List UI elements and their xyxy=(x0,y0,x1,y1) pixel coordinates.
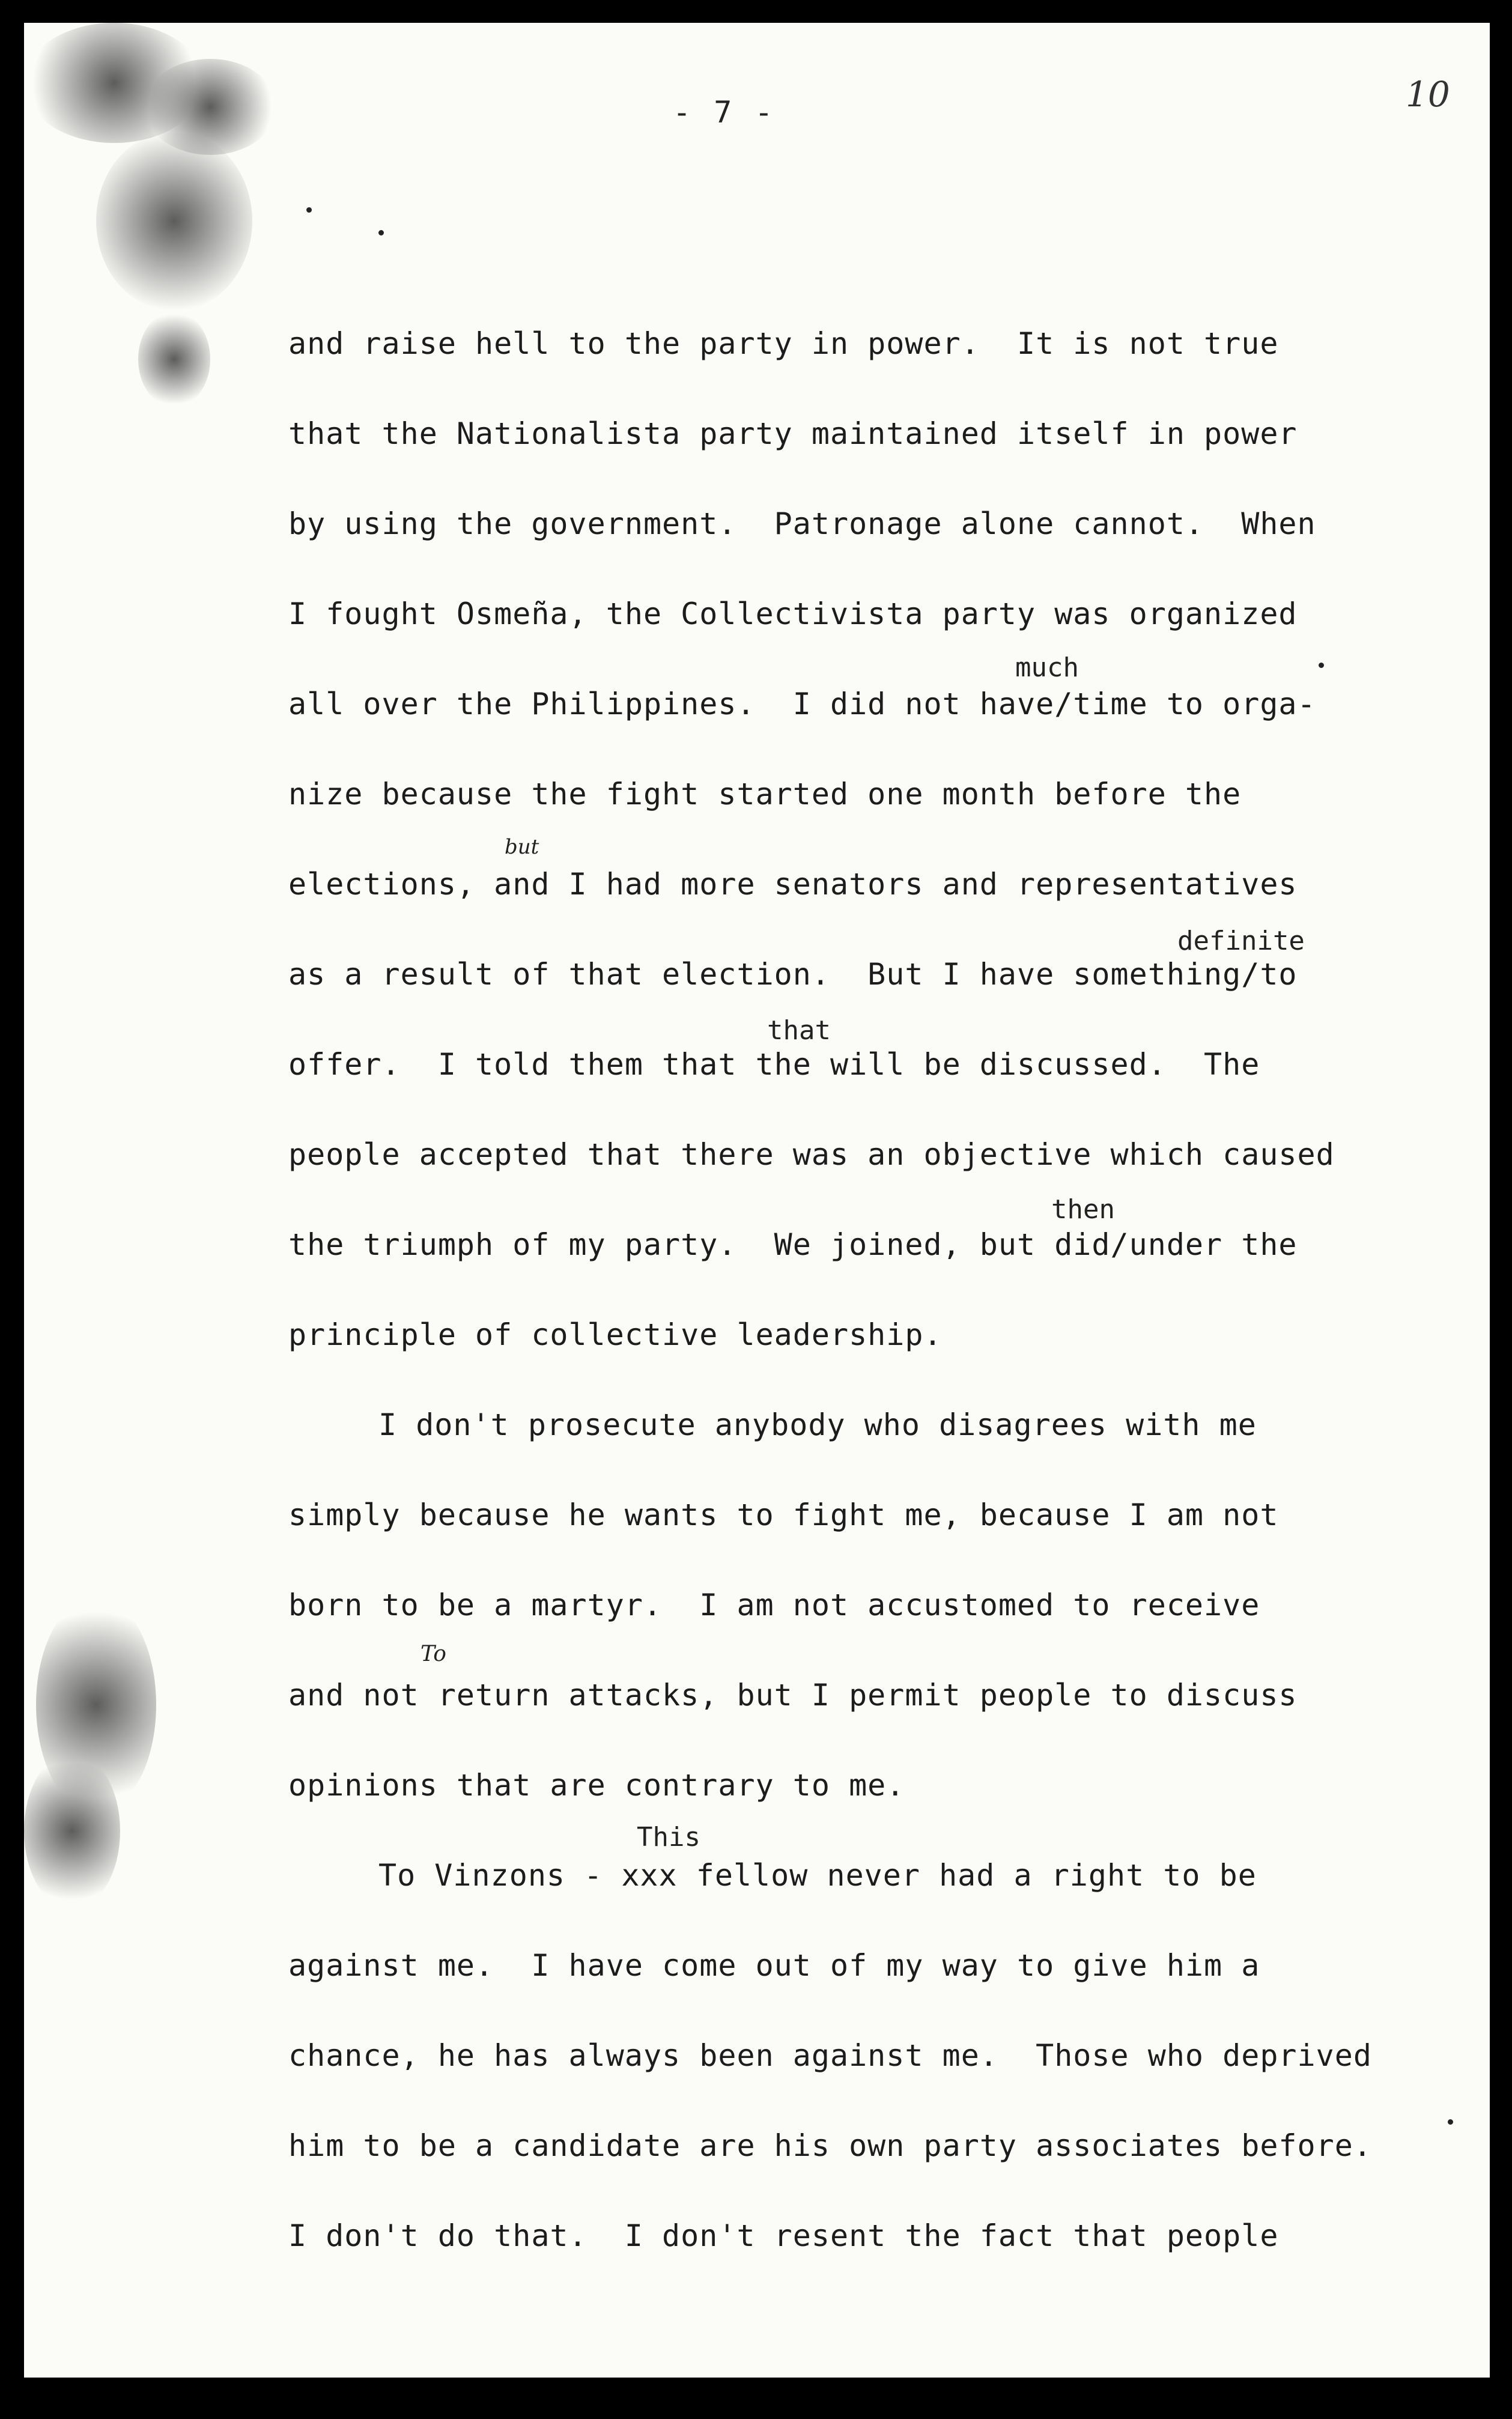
body-line: simply because he wants to fight me, because I am not xyxy=(288,1498,1279,1532)
body-line: principle of collective leadership. xyxy=(288,1317,943,1352)
body-line: and raise hell to the party in power. It is not true xyxy=(288,326,1279,361)
body-line: offer. I told them that the will be discussed. The xyxy=(288,1047,1260,1082)
body-line: I don't prosecute anybody who disagrees with me xyxy=(378,1407,1257,1442)
body-line: him to be a candidate are his own party associates before. xyxy=(288,2128,1372,2163)
body-line: To Vinzons - xxx fellow never had a right to be xyxy=(378,1858,1257,1893)
insertion-to: To xyxy=(421,1642,446,1666)
insertion-that: that xyxy=(767,1015,831,1046)
body-line: the triumph of my party. We joined, but did/under the xyxy=(288,1227,1298,1262)
body-line: nize because the fight started one month before the xyxy=(288,777,1242,812)
ink-speck xyxy=(1448,2119,1453,2125)
body-line: that the Nationalista party maintained itself in power xyxy=(288,416,1298,451)
ink-smudge xyxy=(144,59,276,155)
body-line: as a result of that election. But I have something/to xyxy=(288,957,1298,992)
ink-speck xyxy=(378,230,384,235)
insertion-much: much xyxy=(1015,652,1079,683)
insertion-then: then xyxy=(1051,1194,1115,1225)
insertion-but: but xyxy=(505,835,539,859)
ink-smudge xyxy=(138,311,210,407)
ink-speck xyxy=(1319,663,1324,668)
ink-speck xyxy=(306,207,312,213)
insertion-this: This xyxy=(637,1822,700,1853)
body-line: born to be a martyr. I am not accustomed to receive xyxy=(288,1588,1260,1622)
body-line: chance, he has always been against me. Those who deprived xyxy=(288,2038,1372,2073)
body-line: by using the government. Patronage alone cannot. When xyxy=(288,506,1316,541)
ink-smudge xyxy=(96,131,252,311)
insertion-definite: definite xyxy=(1177,926,1305,956)
folio-number: 10 xyxy=(1406,74,1450,115)
body-line: against me. I have come out of my way to give him a xyxy=(288,1948,1260,1983)
body-line: and not return attacks, but I permit people to discuss xyxy=(288,1678,1298,1713)
body-line: opinions that are contrary to me. xyxy=(288,1768,905,1803)
document-page xyxy=(24,23,1490,2378)
ink-smudge xyxy=(24,1753,120,1909)
body-line: I don't do that. I don't resent the fact that people xyxy=(288,2218,1279,2253)
body-line: I fought Osmeña, the Collectivista party was organized xyxy=(288,596,1298,631)
body-line: people accepted that there was an objective which caused xyxy=(288,1137,1335,1172)
body-line: elections, and I had more senators and representatives xyxy=(288,867,1298,902)
page-number: - 7 - xyxy=(673,95,776,130)
body-line: all over the Philippines. I did not have/time to orga- xyxy=(288,687,1316,721)
